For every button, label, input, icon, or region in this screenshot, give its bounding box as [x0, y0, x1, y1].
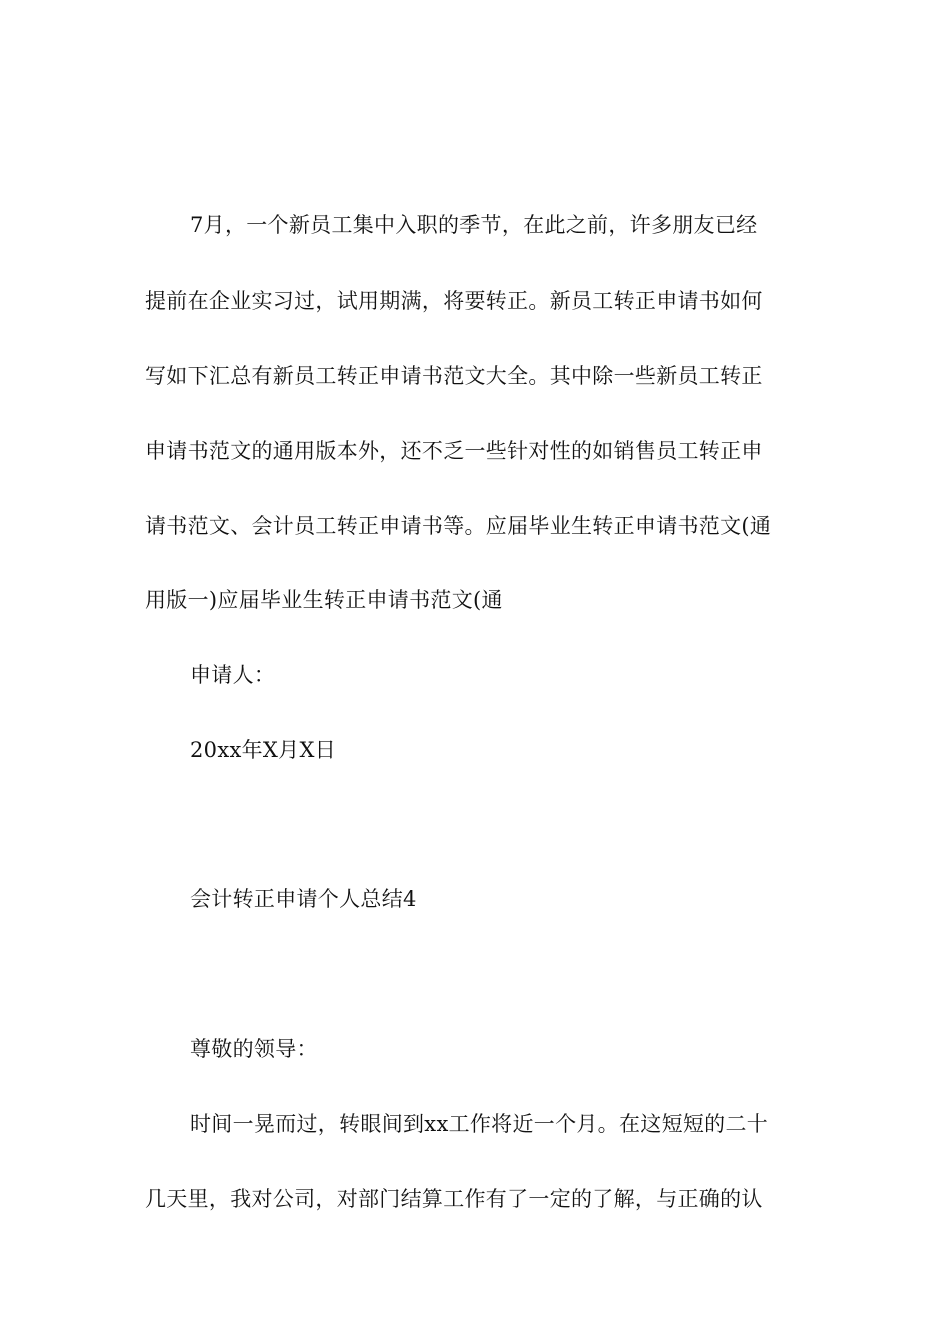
paragraph-1-line-6: 用版一)应届毕业生转正申请书范文(通 — [145, 588, 503, 612]
salutation: 尊敬的领导： — [190, 1037, 318, 1061]
paragraph-1-line-5: 请书范文、会计员工转正申请书等。应届毕业生转正申请书范文(通 — [145, 514, 772, 538]
paragraph-2-line-2: 几天里，我对公司，对部门结算工作有了一定的了解，与正确的认 — [145, 1187, 763, 1211]
paragraph-1-line-1: 7月，一个新员工集中入职的季节，在此之前，许多朋友已经 — [190, 213, 758, 237]
paragraph-1-line-3: 写如下汇总有新员工转正申请书范文大全。其中除一些新员工转正 — [145, 364, 763, 388]
paragraph-1-line-4: 申请书范文的通用版本外，还不乏一些针对性的如销售员工转正申 — [145, 439, 763, 463]
paragraph-1-line-2: 提前在企业实习过，试用期满，将要转正。新员工转正申请书如何 — [145, 289, 763, 313]
paragraph-2-line-1: 时间一晃而过，转眼间到xx工作将近一个月。在这短短的二十 — [190, 1112, 769, 1136]
applicant-label: 申请人： — [190, 663, 276, 687]
section-title: 会计转正申请个人总结4 — [190, 887, 417, 911]
date-line: 20xx年X月X日 — [190, 738, 337, 762]
